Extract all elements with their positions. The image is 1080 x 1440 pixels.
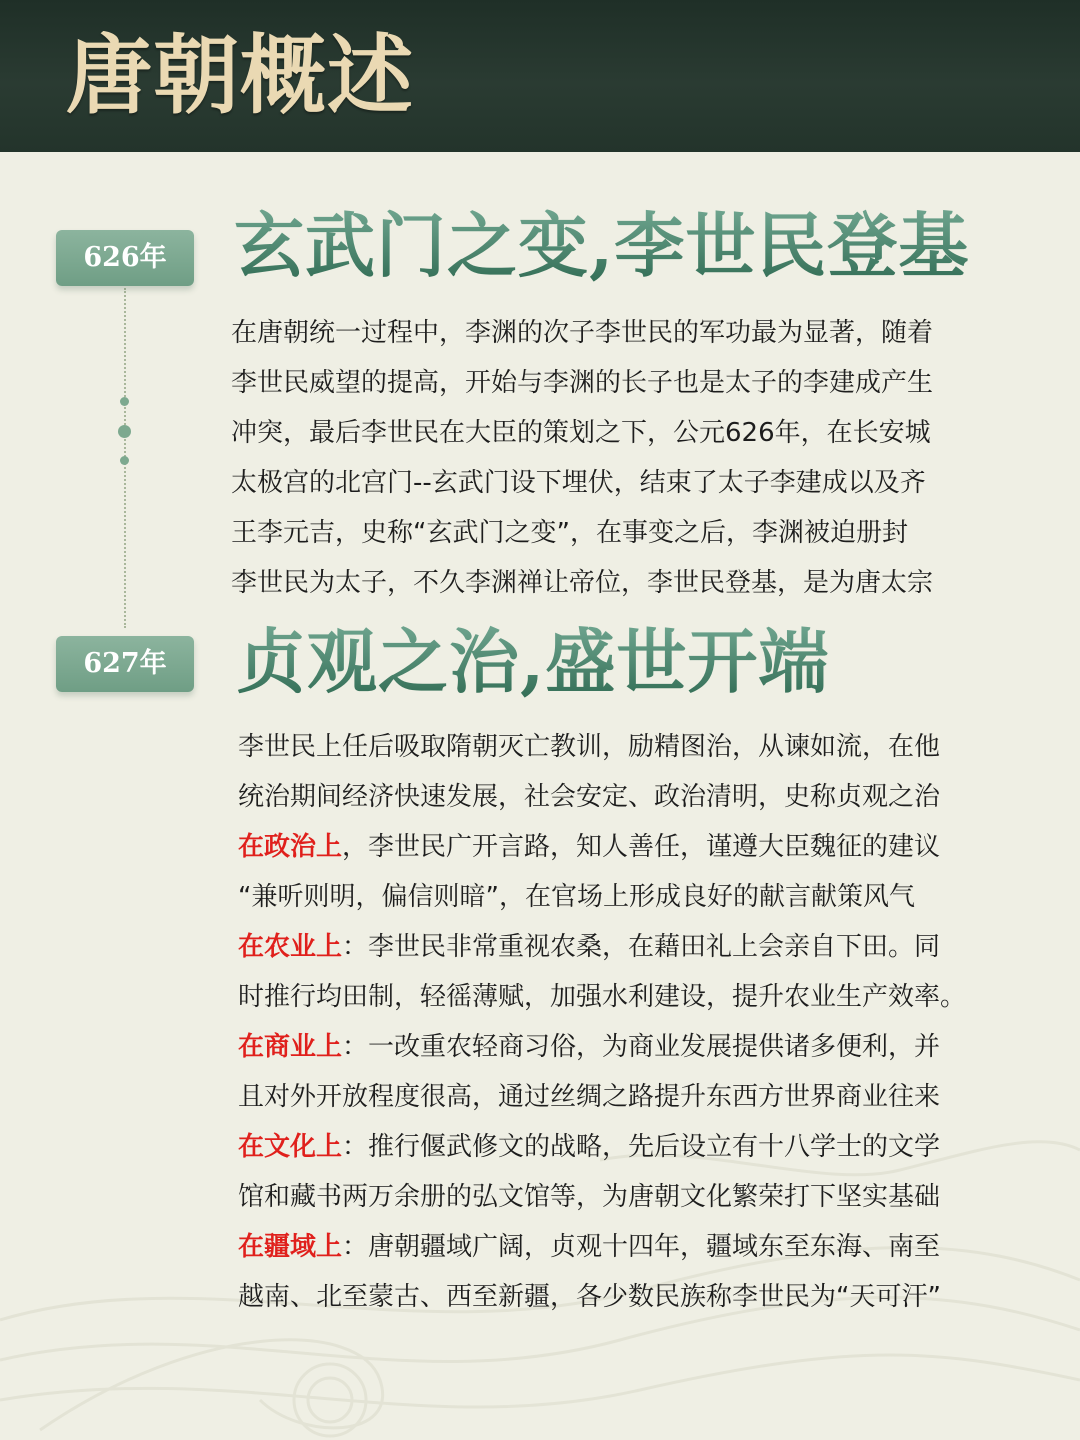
paragraph-line: 冲突，最后李世民在大臣的策划之下，公元626年，在长安城 bbox=[231, 418, 931, 448]
section-title-zhenguan: 贞观之治,盛世开端 bbox=[236, 620, 830, 703]
paragraph-line: 且对外开放程度很高，通过丝绸之路提升东西方世界商业往来 bbox=[238, 1082, 941, 1112]
paragraph-line: “兼听则明，偏信则暗”，在官场上形成良好的献言献策风气 bbox=[238, 882, 915, 912]
timeline-dot bbox=[118, 425, 131, 438]
header-banner bbox=[0, 0, 1080, 152]
paragraph-line: 李世民上任后吸取隋朝灭亡教训，励精图治，从谏如流，在他 bbox=[238, 732, 941, 762]
paragraph-line: 在文化上：推行偃武修文的战略，先后设立有十八学士的文学 bbox=[238, 1132, 941, 1162]
highlight-label: 在疆域上 bbox=[238, 1232, 343, 1262]
paragraph-line: 王李元吉，史称“玄武门之变”，在事变之后，李渊被迫册封 bbox=[231, 518, 908, 548]
paragraph-line: 时推行均田制，轻徭薄赋，加强水利建设，提升农业生产效率。 bbox=[238, 982, 967, 1012]
paragraph-line: 馆和藏书两万余册的弘文馆等，为唐朝文化繁荣打下坚实基础 bbox=[238, 1182, 941, 1212]
highlight-label: 在商业上 bbox=[238, 1032, 343, 1062]
page-title: 唐朝概述 bbox=[66, 25, 414, 126]
section-title-xuanwumen: 玄武门之变,李世民登基 bbox=[234, 204, 970, 287]
paragraph-line: 李世民威望的提高，开始与李渊的长子也是太子的李建成产生 bbox=[231, 368, 934, 398]
highlight-label: 在政治上 bbox=[238, 832, 343, 862]
paragraph-line: 统治期间经济快速发展，社会安定、政治清明，史称贞观之治 bbox=[238, 782, 941, 812]
paragraph-line: 在疆域上：唐朝疆域广阔，贞观十四年，疆域东至东海、南至 bbox=[238, 1232, 941, 1262]
paragraph-line: 在唐朝统一过程中，李渊的次子李世民的军功最为显著，随着 bbox=[231, 318, 934, 348]
paragraph-line: 太极宫的北宫门--玄武门设下埋伏，结束了太子李建成以及齐 bbox=[231, 468, 926, 498]
section-paragraph-zhenguan bbox=[238, 722, 966, 1322]
paragraph-line: 越南、北至蒙古、西至新疆，各少数民族称李世民为“天可汗” bbox=[238, 1282, 941, 1312]
timeline-dot bbox=[120, 456, 129, 465]
year-badge-626: 626年 bbox=[56, 230, 194, 286]
paragraph-line: 李世民为太子，不久李渊禅让帝位，李世民登基，是为唐太宗 bbox=[231, 568, 934, 598]
paragraph-line: 在商业上：一改重农轻商习俗，为商业发展提供诸多便利，并 bbox=[238, 1032, 941, 1062]
highlight-label: 在农业上 bbox=[238, 932, 343, 962]
paragraph-line: 在政治上，李世民广开言路，知人善任，谨遵大臣魏征的建议 bbox=[238, 832, 941, 862]
section-paragraph-xuanwumen bbox=[231, 308, 933, 608]
paragraph-line: 在农业上：李世民非常重视农桑，在藉田礼上会亲自下田。同 bbox=[238, 932, 941, 962]
highlight-label: 在文化上 bbox=[238, 1132, 343, 1162]
timeline-dot bbox=[120, 397, 129, 406]
year-badge-627: 627年 bbox=[56, 636, 194, 692]
